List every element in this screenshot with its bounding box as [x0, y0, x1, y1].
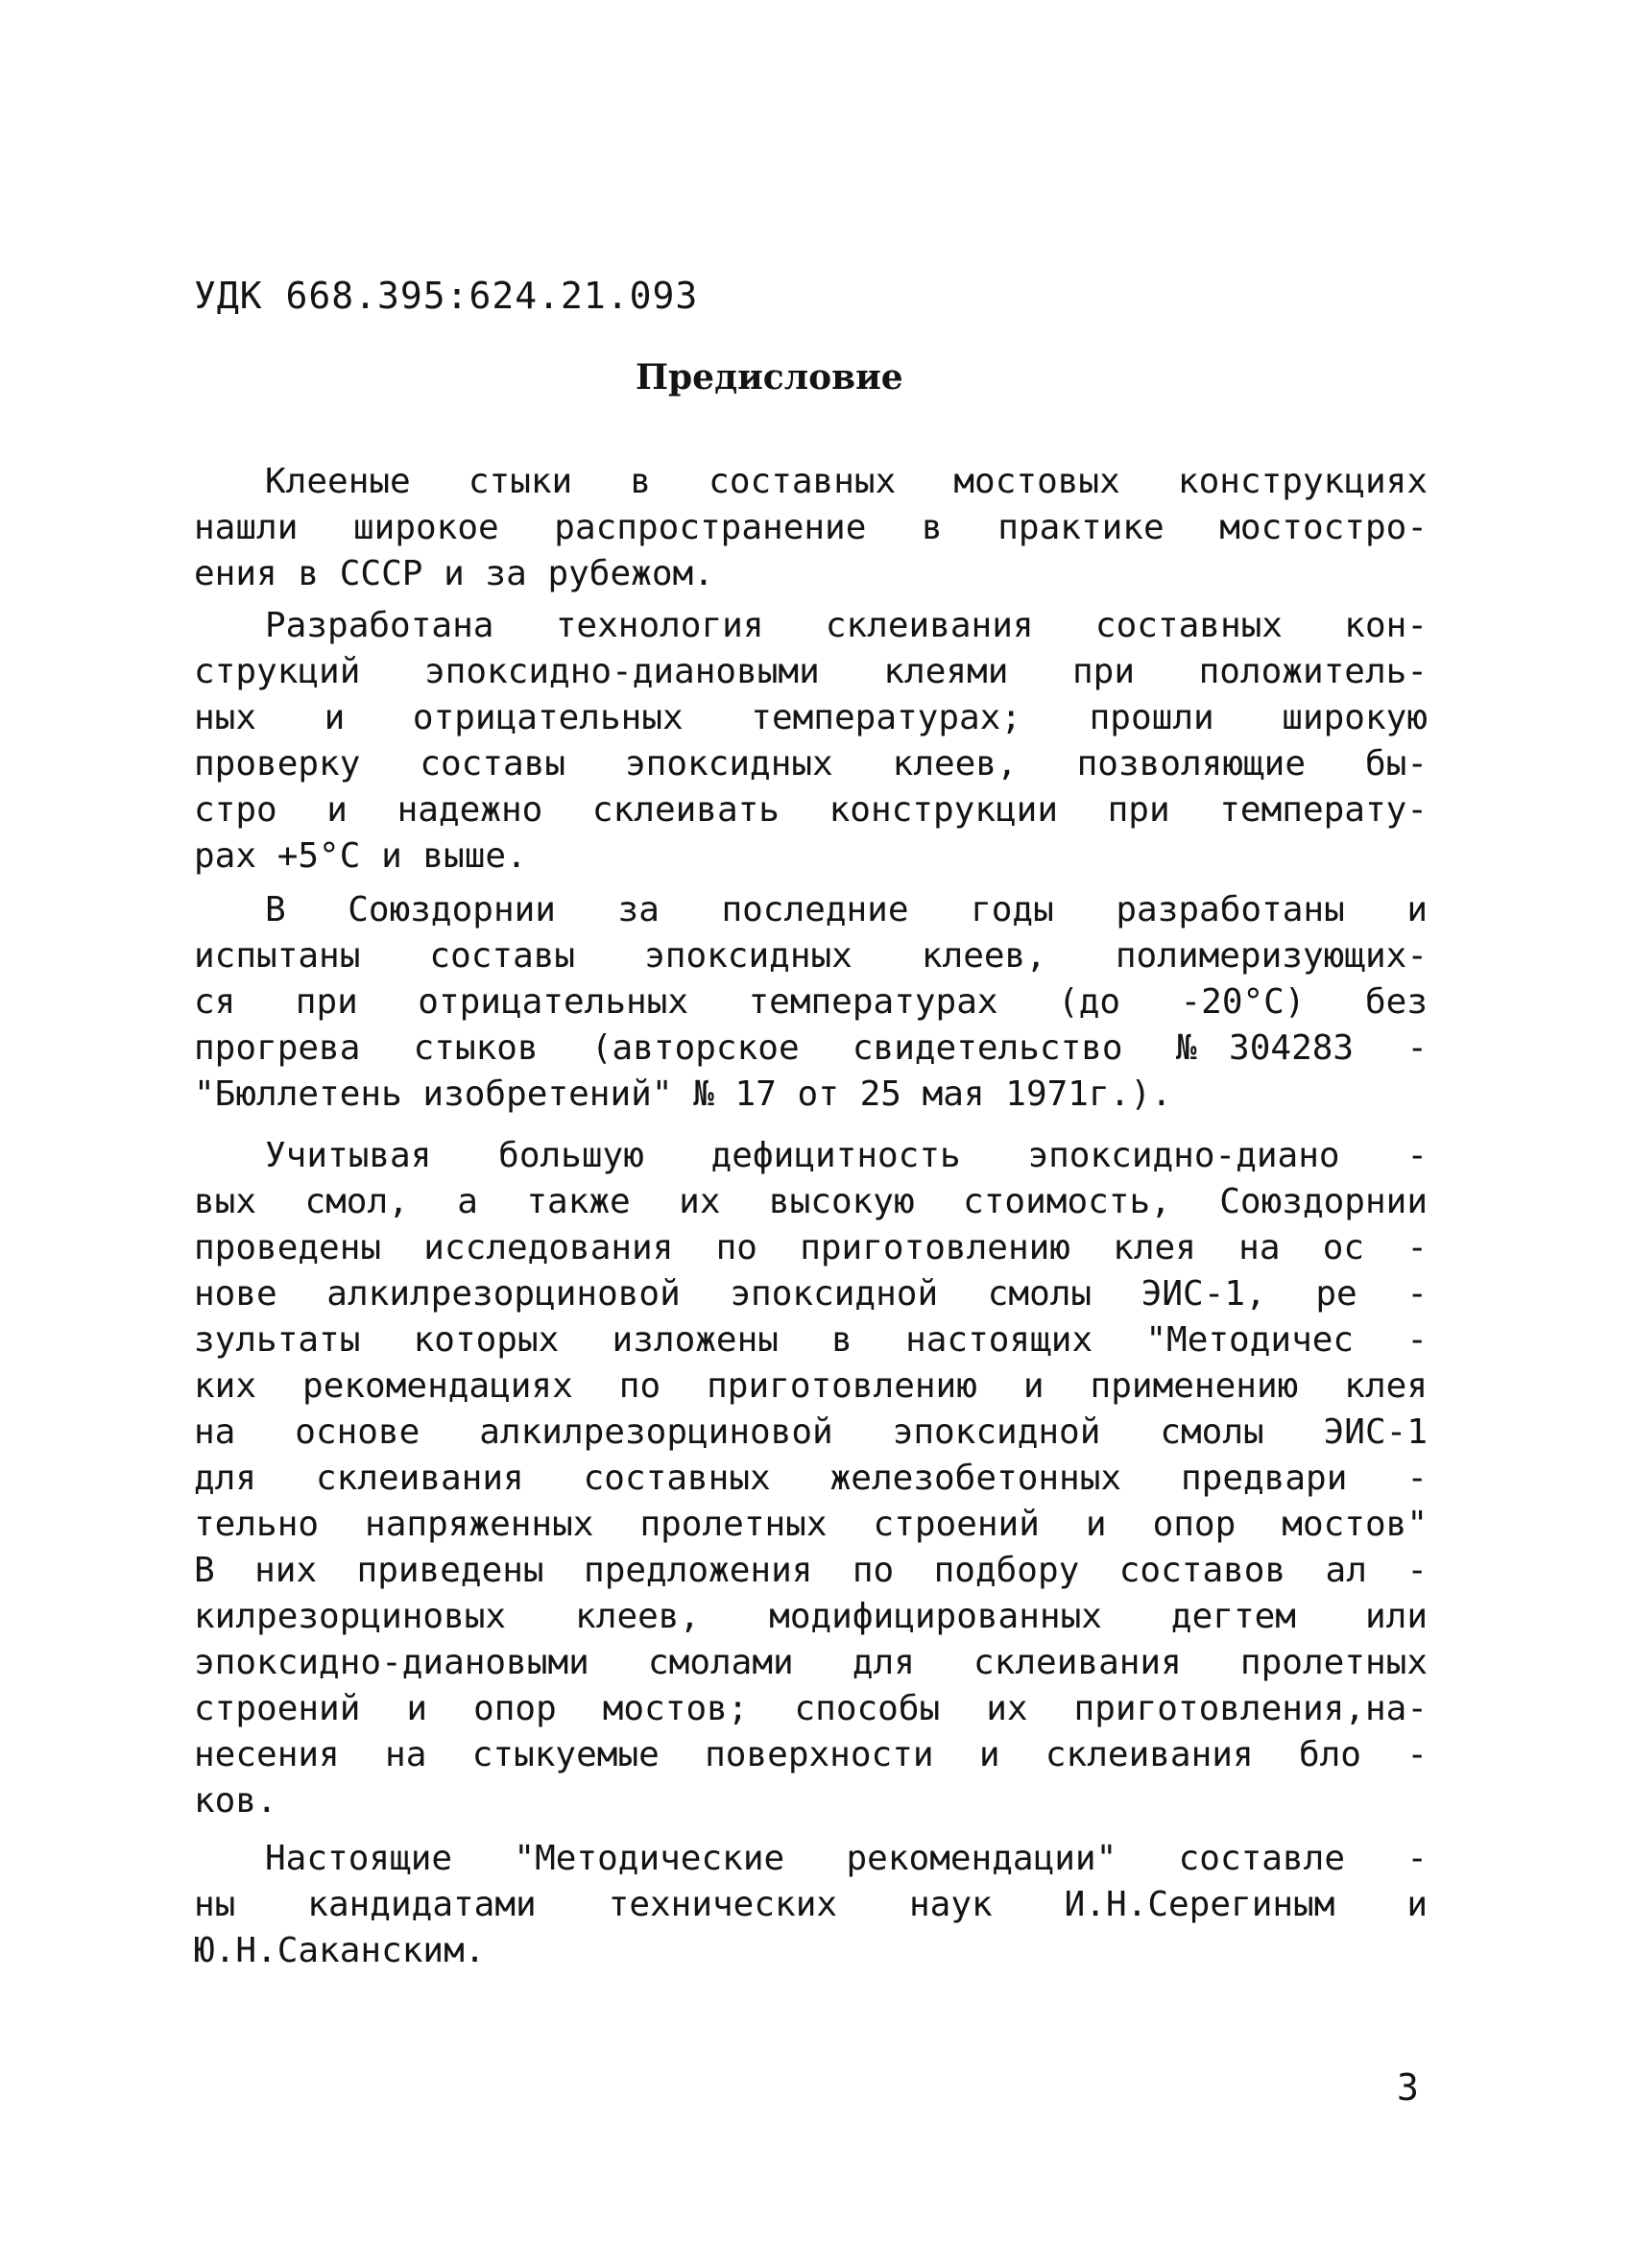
paragraph-5-line-3: Ю.Н.Саканским.: [194, 1931, 486, 1970]
paragraph-4-line-1: Учитывая большую дефицитность эпоксидно-диано -: [265, 1136, 1428, 1175]
paragraph-4-line-3: проведены исследования по приготовлению клея на ос -: [194, 1228, 1428, 1267]
paragraph-4-line-5: зультаты которых изложены в настоящих "Методичес -: [194, 1320, 1428, 1360]
paragraph-4-line-12: эпоксидно-диановыми смолами для склеивания пролетных: [194, 1643, 1428, 1682]
page-number: 3: [1397, 2066, 1419, 2109]
paragraph-3-line-1: В Союздорнии за последние годы разработаны и: [265, 890, 1428, 929]
paragraph-1-line-2: нашли широкое распространение в практике мостостро-: [194, 508, 1428, 547]
paragraph-4-line-10: В них приведены предложения по подбору составов ал -: [194, 1551, 1428, 1590]
paragraph-3-line-2: испытаны составы эпоксидных клеев, полимеризующих-: [194, 936, 1428, 976]
paragraph-2-line-6: рах +5°С и выше.: [194, 836, 527, 876]
paragraph-2-line-2: струкций эпоксидно-диановыми клеями при положитель-: [194, 652, 1428, 691]
paragraph-3-line-3: ся при отрицательных температурах (до -20°С) без: [194, 982, 1428, 1022]
paragraph-2-line-3: ных и отрицательных температурах; прошли широкую: [194, 698, 1428, 737]
paragraph-4-line-11: килрезорциновых клеев, модифицированных дегтем или: [194, 1597, 1428, 1636]
paragraph-4-line-4: нове алкилрезорциновой эпоксидной смолы ЭИС-1, ре -: [194, 1274, 1428, 1314]
udc-code: УДК 668.395:624.21.093: [194, 275, 699, 317]
paragraph-4-line-14: несения на стыкуемые поверхности и склеивания бло -: [194, 1735, 1428, 1774]
paragraph-5-line-2: ны кандидатами технических наук И.Н.Серегиным и: [194, 1885, 1428, 1924]
paragraph-4-line-13: строений и опор мостов; способы их приготовления,на-: [194, 1689, 1428, 1728]
preface-heading: Предисловие: [636, 357, 903, 398]
paragraph-4-line-6: ких рекомендациях по приготовлению и применению клея: [194, 1366, 1428, 1406]
paragraph-3-line-5: "Бюллетень изобретений" № 17 от 25 мая 1971г.).: [194, 1074, 1172, 1114]
paragraph-1-line-3: ения в СССР и за рубежом.: [194, 554, 714, 593]
paragraph-4-line-2: вых смол, а также их высокую стоимость, Союздорнии: [194, 1182, 1428, 1221]
paragraph-2-line-4: проверку составы эпоксидных клеев, позволяющие бы-: [194, 744, 1428, 784]
paragraph-2-line-1: Разработана технология склеивания составных кон-: [265, 606, 1428, 645]
paragraph-5-line-1: Настоящие "Методические рекомендации" составле -: [265, 1839, 1428, 1878]
paragraph-3-line-4: прогрева стыков (авторское свидетельство №304283 -: [194, 1028, 1428, 1068]
paragraph-4-line-9: тельно напряженных пролетных строений и опор мостов": [194, 1505, 1428, 1544]
paragraph-4-line-8: для склеивания составных железобетонных предвари -: [194, 1459, 1428, 1498]
paragraph-2-line-5: стро и надежно склеивать конструкции при температу-: [194, 790, 1428, 830]
paragraph-4-line-7: на основе алкилрезорциновой эпоксидной смолы ЭИС-1: [194, 1412, 1428, 1452]
paragraph-4-line-15: ков.: [194, 1781, 277, 1821]
paragraph-1-line-1: Клееные стыки в составных мостовых конструкциях: [265, 462, 1428, 501]
